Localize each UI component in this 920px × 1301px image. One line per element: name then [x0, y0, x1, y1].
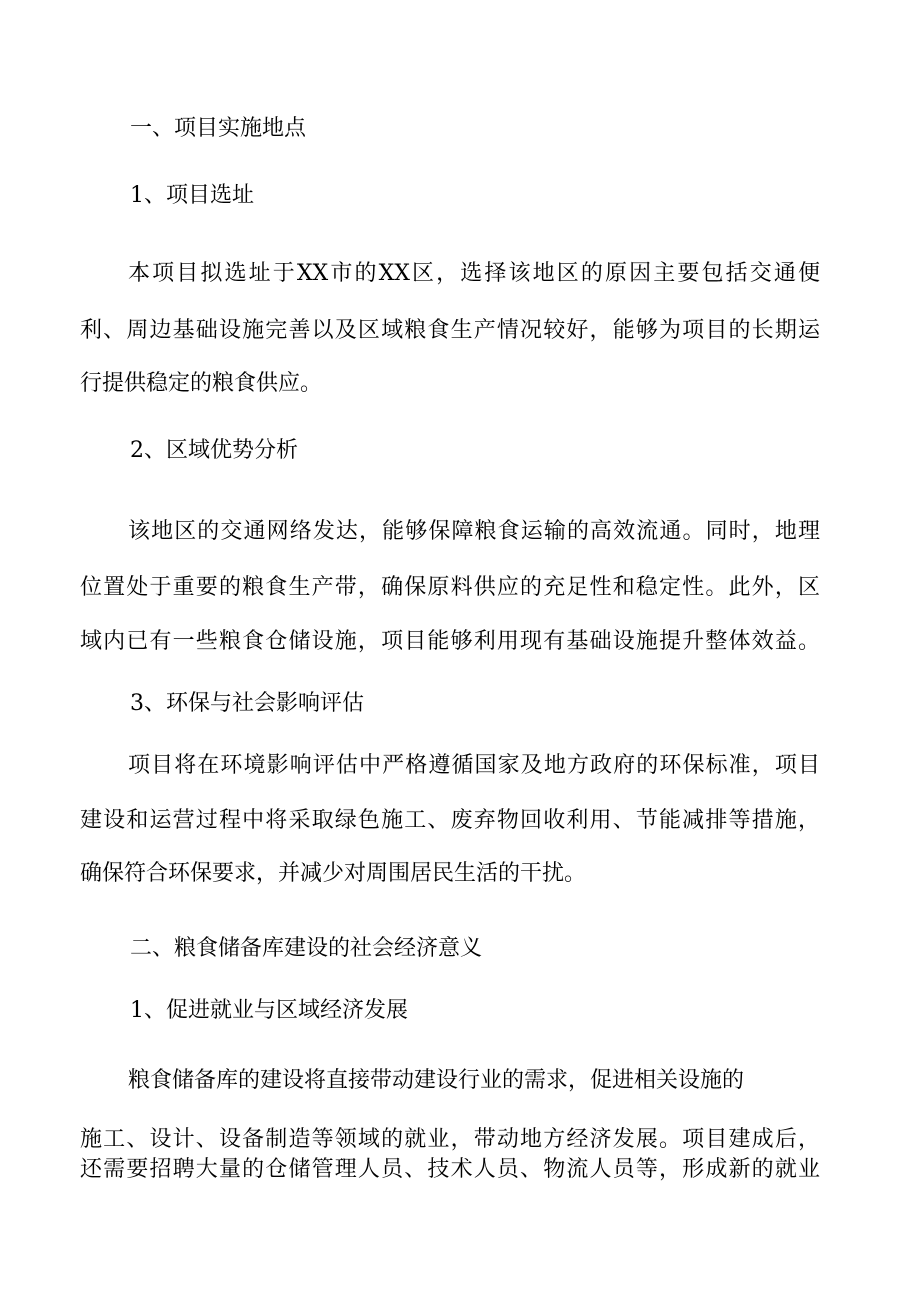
- paragraph-line: 施工、设计、设备制造等领域的就业，带动地方经济发展。项目建成后，: [80, 1127, 820, 1152]
- section-heading-1: 一、项目实施地点: [130, 116, 307, 141]
- subsection-heading-1-3: 3、环保与社会影响评估: [130, 691, 364, 716]
- paragraph-line: 粮食储备库的建设将直接带动建设行业的需求，促进相关设施的: [128, 1068, 745, 1093]
- subsection-heading-2-1: 1、促进就业与区域经济发展: [130, 998, 408, 1023]
- subsection-heading-1-1: 1、项目选址: [130, 183, 254, 208]
- paragraph-line: 行提供稳定的粮食供应。: [80, 371, 323, 396]
- subsection-heading-1-2: 2、区域优势分析: [130, 438, 298, 463]
- paragraph-line: 该地区的交通网络发达，能够保障粮食运输的高效流通。同时，地理: [128, 519, 820, 544]
- paragraph-line: 确保符合环保要求，并减少对周围居民生活的干扰。: [80, 861, 587, 886]
- paragraph-line: 建设和运营过程中将采取绿色施工、废弃物回收利用、节能减排等措施，: [80, 808, 820, 833]
- paragraph-line: 还需要招聘大量的仓储管理人员、技术人员、物流人员等，形成新的就业: [80, 1157, 820, 1182]
- paragraph-line: 位置处于重要的粮食生产带，确保原料供应的充足性和稳定性。此外，区: [80, 575, 820, 600]
- section-heading-2: 二、粮食储备库建设的社会经济意义: [130, 936, 483, 961]
- paragraph-line: 项目将在环境影响评估中严格遵循国家及地方政府的环保标准，项目: [128, 753, 820, 778]
- paragraph-line: 本项目拟选址于XX市的XX区，选择该地区的原因主要包括交通便: [128, 261, 820, 286]
- paragraph-line: 利、周边基础设施完善以及区域粮食生产情况较好，能够为项目的长期运: [80, 318, 820, 343]
- paragraph-line: 域内已有一些粮食仓储设施，项目能够利用现有基础设施提升整体效益。: [80, 629, 820, 654]
